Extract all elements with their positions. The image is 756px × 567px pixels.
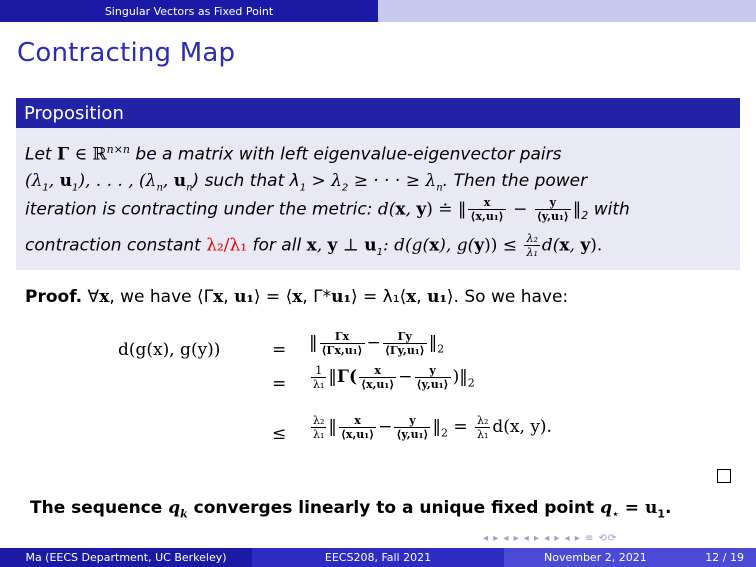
footer-date: November 2, 2021 — [544, 551, 647, 564]
vector-u: u₁ — [234, 287, 254, 307]
vector-x: x — [406, 287, 417, 307]
math: = — [618, 498, 645, 518]
fraction-x: $\frac{x}{\text{⟨x,u₁⟩}}$ — [361, 364, 395, 391]
text: , — [223, 287, 235, 307]
footer — [0, 548, 756, 567]
superscript: n×n — [106, 143, 130, 156]
contraction-constant: λ₂/λ₁ — [206, 235, 248, 256]
text: , we have ⟨Γ — [109, 287, 214, 307]
fraction-lambda: $\frac{\text{λ₂}}{\text{λ₁}}$ — [313, 414, 325, 441]
conclusion — [30, 498, 671, 520]
text: . Then the power — [442, 171, 588, 191]
text: Let — [25, 144, 57, 165]
vector-u: u — [364, 235, 377, 256]
equation-row-1: ‖ $\frac{\Gamma x}{\text{⟨Γx,u₁⟩}}$ − $\frac{\Gamma y}{\text{⟨Γy,u₁⟩}}$ $‖_2$ — [309, 330, 445, 357]
text: be a matrix with left eigenvalue-eigenvector pairs — [130, 144, 562, 165]
math: (λ — [25, 171, 43, 191]
gamma-symbol: Γ — [57, 144, 70, 165]
text: converges linearly to a unique fixed point — [187, 498, 601, 518]
proposition-line-3: iteration is contracting under the metric: d(x, y) ≐ ‖ $\frac{x}{\text{⟨x,u₁⟩}}$ − $\frac{y}{\text{⟨y,u₁⟩}}$ $‖_2$ with — [25, 196, 630, 223]
text: ⟩ = ⟨ — [253, 287, 293, 307]
vector-u: u — [59, 171, 72, 191]
fraction-y: $\frac{y}{\text{⟨y,u₁⟩}}$ — [396, 414, 429, 441]
math: ) ≐ ‖ — [426, 199, 467, 220]
math: )) ≤ — [484, 235, 523, 256]
text: The sequence — [30, 498, 169, 518]
text: ) such that λ — [192, 171, 300, 191]
fraction-y: $\frac{y}{\text{⟨y,u₁⟩}}$ — [416, 364, 449, 391]
section-title[interactable]: Singular Vectors as Fixed Point — [0, 0, 378, 22]
math: d( — [377, 199, 396, 220]
math: : d(g( — [382, 235, 430, 256]
vector-x: x — [559, 235, 570, 256]
text: , Γ* — [302, 287, 332, 307]
vector-x: x — [292, 287, 303, 307]
proposition-line-2: ($\lambda_1$, $u_1$), . . . , ($\lambda_n$, $u_n$) such that $\lambda_1 > \lambda_2$ ≥ · · · ≥ $\lambda_n$. Then the power — [25, 171, 588, 194]
math: q — [168, 498, 181, 518]
vector-u: u — [644, 498, 658, 518]
footer-page: 12 / 19 — [705, 551, 744, 564]
math: d( — [541, 235, 560, 256]
text: contraction constant — [25, 235, 207, 256]
text: ⟩ = λ₁⟨ — [350, 287, 407, 307]
vector-x: x — [395, 199, 406, 220]
math: k — [180, 507, 188, 521]
equation-row-3: $\frac{\text{λ₂}}{\text{λ₁}}$ ‖ $\frac{x}{\text{⟨x,u₁⟩}}$ − $\frac{y}{\text{⟨y,u₁⟩}}$ $‖_2$ = $\frac{\text{λ₂}}{\text{λ₁}}$ d(x, y). — [313, 414, 552, 441]
vector-u: u — [173, 171, 187, 191]
fraction-y: $\frac{y}{\text{⟨y,u₁⟩}}$ — [536, 196, 569, 223]
math: ≥ · · · ≥ λ — [348, 171, 437, 191]
beamer-navigation[interactable]: ◂ ▸ ◂ ▸ ◂ ▸ ◂ ▸ ◂ ▸ ≡ ⟲⟳ — [483, 533, 618, 544]
top-bar — [0, 0, 756, 22]
vector-x: x — [306, 235, 317, 256]
fraction-gamma-x: $\frac{\Gamma x}{\text{⟨Γx,u₁⟩}}$ — [321, 330, 363, 357]
text: ∈ ℝ — [69, 144, 107, 165]
text: ∀ — [82, 287, 100, 307]
footer-author: Ma (EECS Department, UC Berkeley) — [0, 548, 252, 567]
math: 1 — [657, 507, 666, 521]
math: ⋆ — [612, 507, 619, 521]
vector-y: y — [474, 235, 485, 256]
equation-row-2: $\frac{1}{\text{λ₁}}$ ‖Γ( $\frac{x}{\text{⟨x,u₁⟩}}$ − $\frac{y}{\text{⟨y,u₁⟩}}$ )$‖_2$ — [313, 364, 475, 391]
text: ⟩. So we have: — [446, 287, 569, 307]
relation-2: = — [272, 374, 287, 394]
text: iteration is contracting under the metric: — [25, 199, 378, 220]
top-bar-right — [378, 0, 756, 22]
math: ‖ — [572, 199, 582, 220]
vector-y: y — [416, 199, 427, 220]
proposition-line-1 — [25, 143, 562, 165]
text: with — [588, 199, 630, 220]
qed-box — [717, 469, 731, 483]
math: , — [405, 199, 417, 220]
math: ), . . . , (λ — [78, 171, 157, 191]
vector-x: x — [429, 235, 440, 256]
fraction-gamma-y: $\frac{\Gamma y}{\text{⟨Γy,u₁⟩}}$ — [384, 330, 425, 357]
math: , — [48, 171, 60, 191]
fraction-lambda: $\frac{\text{λ₂}}{\text{λ₁}}$ — [477, 414, 489, 441]
vector-y: y — [580, 235, 591, 256]
vector-u: u₁ — [427, 287, 447, 307]
math: ), g( — [439, 235, 475, 256]
text: . — [665, 498, 672, 518]
math: ). — [590, 235, 603, 256]
vector-x: x — [99, 287, 110, 307]
proof-label: Proof. — [25, 287, 83, 307]
vector-y: y — [327, 235, 338, 256]
vector-u: u₁ — [331, 287, 351, 307]
block-heading: Proposition — [16, 98, 740, 128]
equation-lhs: d(g(x), g(y)) — [118, 340, 221, 360]
footer-course: EECS208, Fall 2021 — [252, 548, 504, 567]
fraction-x: $\frac{x}{\text{⟨x,u₁⟩}}$ — [340, 414, 375, 441]
vector-x: x — [213, 287, 224, 307]
math: , — [162, 171, 174, 191]
math: , — [316, 235, 328, 256]
fraction-x: $\frac{x}{\text{⟨x,u₁⟩}}$ — [470, 196, 504, 223]
text: for all — [247, 235, 307, 256]
math: > λ — [306, 171, 342, 191]
math: , — [569, 235, 581, 256]
text: , — [416, 287, 428, 307]
slide-title: Contracting Map — [17, 38, 236, 68]
proposition-line-4: contraction constant λ₂/λ₁ for all x, y ⊥ $u_1$: d(g(x), g(y)) ≤ $\frac{\text{λ₂}}{\text{λ₁}}$ d(x, y). — [25, 232, 603, 259]
relation-3: ≤ — [272, 424, 287, 444]
math: ⊥ — [337, 235, 365, 256]
footer-right — [504, 548, 756, 567]
proof-line — [25, 287, 568, 307]
fraction-one-over-lambda: $\frac{1}{\text{λ₁}}$ — [313, 364, 325, 391]
relation-1: = — [272, 340, 287, 360]
fraction-lambda: $\frac{\text{λ₂}}{\text{λ₁}}$ — [526, 232, 538, 259]
math: q — [600, 498, 612, 518]
